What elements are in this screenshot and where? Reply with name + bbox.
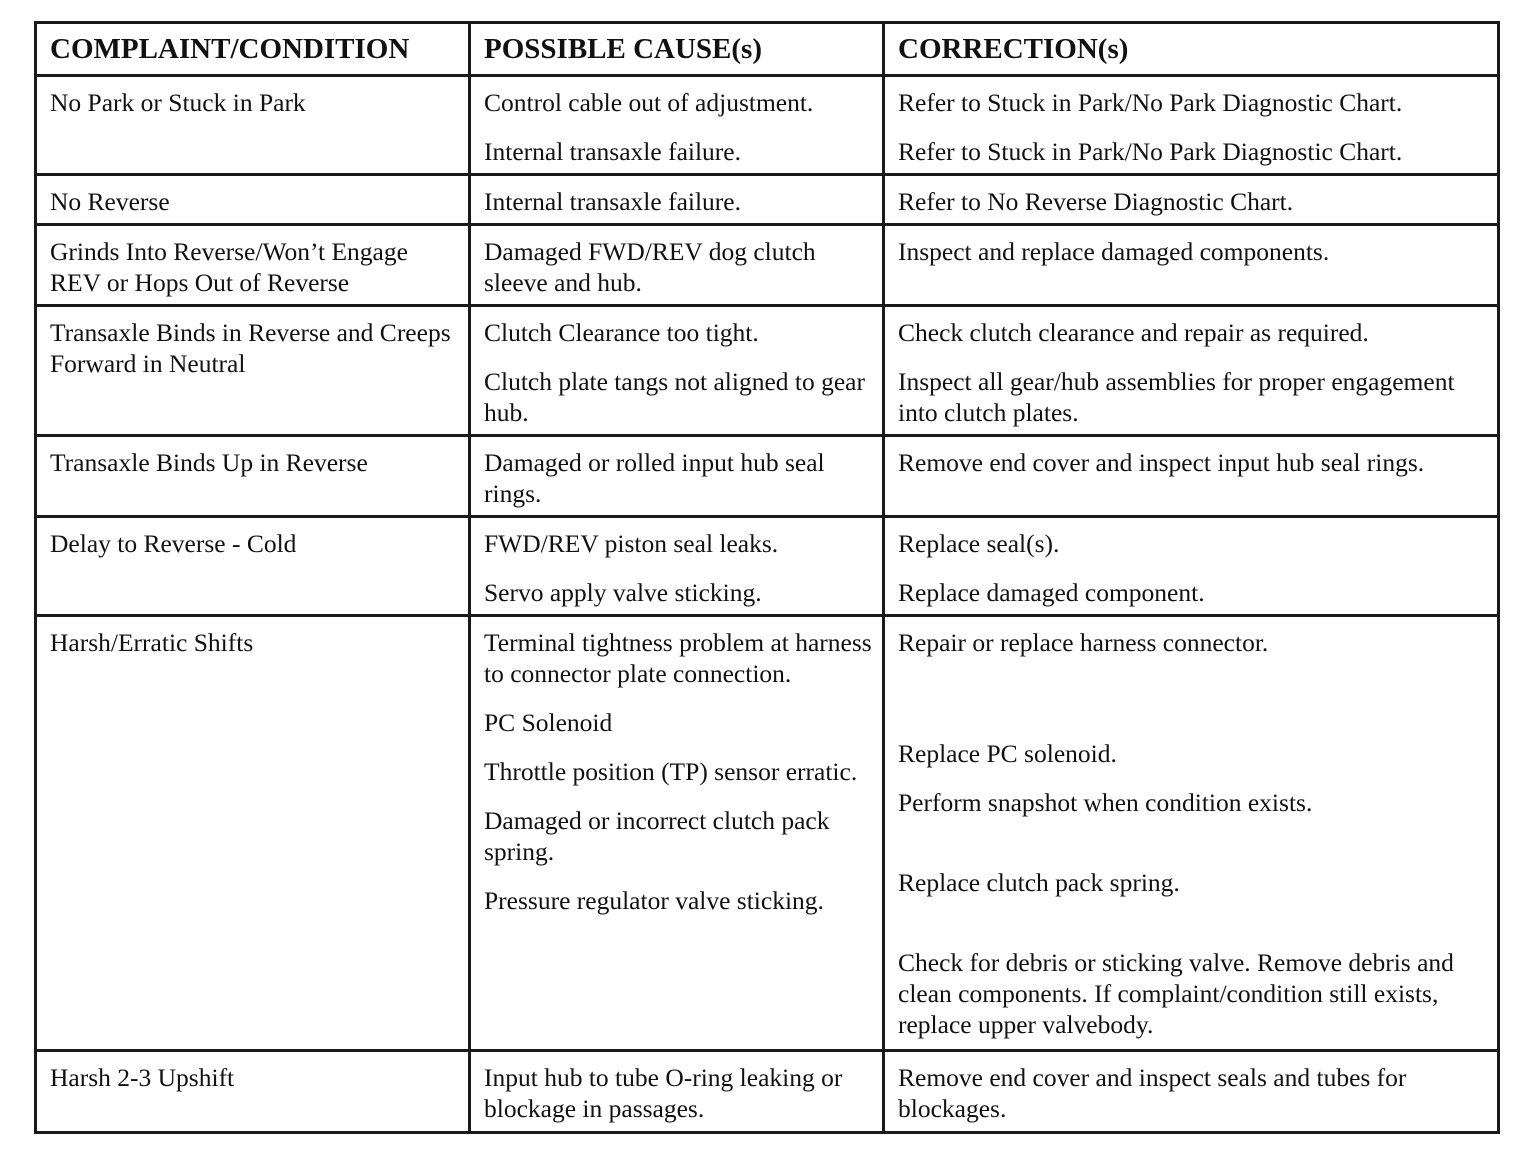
cause-text: Damaged FWD/REV dog clutch sleeve and hub. xyxy=(484,237,816,297)
cause-text: Damaged or rolled input hub seal rings. xyxy=(484,448,825,508)
complaint-cell: Harsh/Erratic Shifts xyxy=(36,616,470,1051)
table-row xyxy=(36,517,1499,616)
cause-cell xyxy=(470,517,884,616)
correction-text: Remove end cover and inspect input hub seal rings. xyxy=(898,448,1425,477)
table-row xyxy=(36,76,1499,175)
cause-text: Pressure regulator valve sticking. xyxy=(484,886,824,915)
correction-text: Inspect all gear/hub assemblies for proper engagement into clutch plates. xyxy=(898,367,1455,427)
complaint-cell: Grinds Into Reverse/Won’t Engage REV or Hops Out of Reverse xyxy=(36,225,470,306)
complaint-cell: Harsh 2-3 Upshift xyxy=(36,1051,470,1133)
correction-cell xyxy=(884,517,1499,616)
correction-text: Inspect and replace damaged components. xyxy=(898,237,1330,266)
cause-text: Clutch Clearance too tight. xyxy=(484,318,759,347)
header-correction: CORRECTION(s) xyxy=(884,23,1499,76)
table-row xyxy=(36,436,1499,517)
cause-text: Damaged or incorrect clutch pack spring. xyxy=(484,806,830,866)
cause-text: Control cable out of adjustment. xyxy=(484,88,814,117)
complaint-cell: No Reverse xyxy=(36,175,470,225)
correction-text: Refer to Stuck in Park/No Park Diagnostic Chart. xyxy=(898,137,1403,166)
correction-text: Replace seal(s). xyxy=(898,529,1060,558)
table-row xyxy=(36,1051,1499,1133)
correction-cell xyxy=(884,306,1499,436)
cause-cell xyxy=(470,616,884,1051)
cause-text: FWD/REV piston seal leaks. xyxy=(484,529,779,558)
correction-text: Replace damaged component. xyxy=(898,578,1205,607)
correction-cell xyxy=(884,1051,1499,1133)
cause-cell xyxy=(470,76,884,175)
correction-text: Check for debris or sticking valve. Remove debris and clean components. If complaint/condition still exists, replace upper valvebody. xyxy=(898,948,1454,1039)
correction-text: Remove end cover and inspect seals and tubes for blockages. xyxy=(898,1063,1407,1123)
complaint-cell: Transaxle Binds Up in Reverse xyxy=(36,436,470,517)
complaint-cell: No Park or Stuck in Park xyxy=(36,76,470,175)
cause-text: PC Solenoid xyxy=(484,708,613,737)
correction-cell xyxy=(884,616,1499,1051)
cause-text: Input hub to tube O-ring leaking or blockage in passages. xyxy=(484,1063,843,1123)
correction-text: Perform snapshot when condition exists. xyxy=(898,788,1313,817)
table-row xyxy=(36,616,1499,1051)
cause-text: Internal transaxle failure. xyxy=(484,187,741,216)
cause-text: Clutch plate tangs not aligned to gear hub. xyxy=(484,367,865,427)
correction-text: Replace clutch pack spring. xyxy=(898,868,1180,897)
diagnostic-table xyxy=(34,21,1500,1134)
header-cause: POSSIBLE CAUSE(s) xyxy=(470,23,884,76)
header-complaint: COMPLAINT/CONDITION xyxy=(36,23,470,76)
cause-text: Throttle position (TP) sensor erratic. xyxy=(484,757,858,786)
cause-cell xyxy=(470,1051,884,1133)
correction-cell xyxy=(884,225,1499,306)
correction-cell xyxy=(884,175,1499,225)
cause-cell xyxy=(470,175,884,225)
table-row xyxy=(36,175,1499,225)
correction-text: Repair or replace harness connector. xyxy=(898,628,1269,657)
cause-text: Terminal tightness problem at harness to connector plate connection. xyxy=(484,628,872,688)
correction-cell xyxy=(884,76,1499,175)
correction-text: Check clutch clearance and repair as required. xyxy=(898,318,1369,347)
cause-cell xyxy=(470,436,884,517)
cause-cell xyxy=(470,225,884,306)
correction-text: Replace PC solenoid. xyxy=(898,739,1117,768)
table-row xyxy=(36,306,1499,436)
cause-text: Internal transaxle failure. xyxy=(484,137,741,166)
complaint-cell: Delay to Reverse - Cold xyxy=(36,517,470,616)
complaint-cell: Transaxle Binds in Reverse and Creeps Forward in Neutral xyxy=(36,306,470,436)
correction-text: Refer to Stuck in Park/No Park Diagnostic Chart. xyxy=(898,88,1403,117)
header-row xyxy=(36,23,1499,76)
cause-text: Servo apply valve sticking. xyxy=(484,578,762,607)
table-row xyxy=(36,225,1499,306)
cause-cell xyxy=(470,306,884,436)
correction-cell xyxy=(884,436,1499,517)
correction-text: Refer to No Reverse Diagnostic Chart. xyxy=(898,187,1294,216)
